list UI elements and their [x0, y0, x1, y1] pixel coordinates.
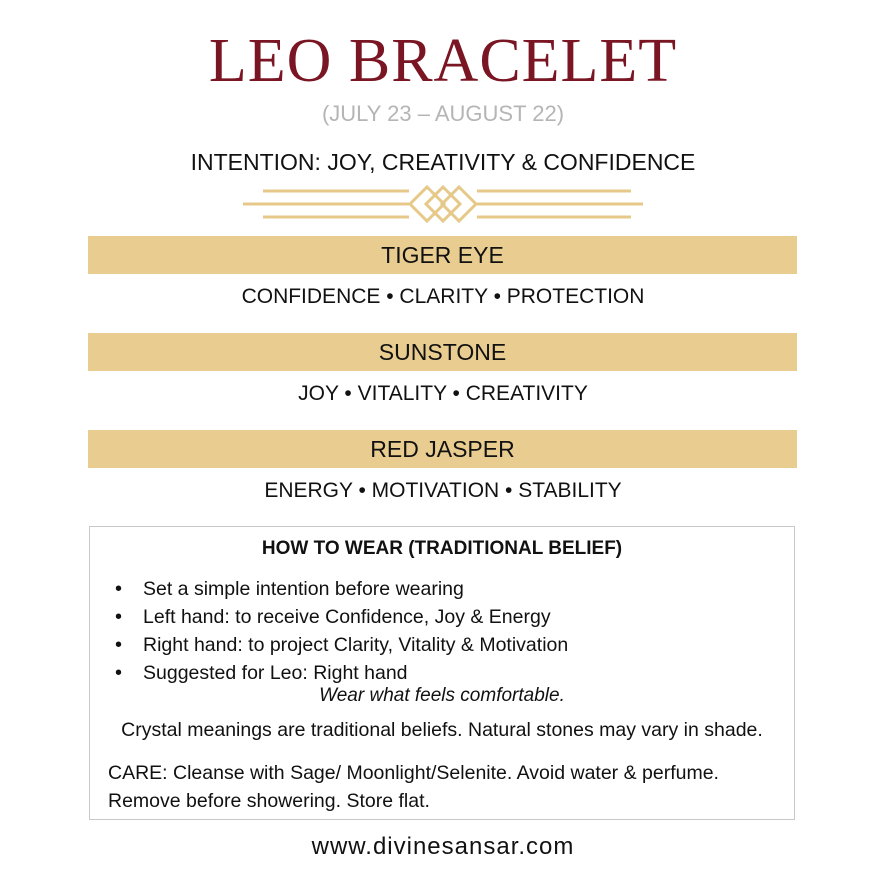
- how-to-wear-box: [89, 526, 795, 820]
- art-deco-divider-icon: [243, 184, 643, 224]
- stone-properties-red-jasper: ENERGY • MOTIVATION • STABILITY: [264, 479, 622, 502]
- list-item: • Right hand: to project Clarity, Vitality & Motivation: [90, 631, 568, 659]
- how-to-wear-title: HOW TO WEAR (TRADITIONAL BELIEF): [261, 538, 623, 559]
- care-instructions-line-2: Remove before showering. Store flat.: [108, 790, 430, 812]
- intention-text: INTENTION: JOY, CREATIVITY & CONFIDENCE: [190, 149, 696, 175]
- stone-properties-sunstone: JOY • VITALITY • CREATIVITY: [298, 382, 588, 405]
- date-range: (JULY 23 – AUGUST 22): [321, 101, 565, 126]
- stone-properties-tiger-eye: CONFIDENCE • CLARITY • PROTECTION: [241, 285, 645, 308]
- website-url: www.divinesansar.com: [311, 833, 575, 860]
- page-title: LEO BRACELET: [208, 27, 678, 95]
- disclaimer-text: Crystal meanings are traditional beliefs. Natural stones may vary in shade.: [121, 719, 763, 741]
- wear-tips-list: [90, 575, 568, 687]
- list-item: • Suggested for Leo: Right hand: [90, 659, 568, 687]
- stone-band-red-jasper: RED JASPER: [88, 430, 797, 468]
- stone-band-sunstone: SUNSTONE: [88, 333, 797, 371]
- care-instructions-line-1: CARE: Cleanse with Sage/ Moonlight/Selenite. Avoid water & perfume.: [108, 762, 719, 784]
- list-item: • Left hand: to receive Confidence, Joy & Energy: [90, 603, 568, 631]
- comfort-note: Wear what feels comfortable.: [319, 685, 565, 706]
- stone-band-tiger-eye: TIGER EYE: [88, 236, 797, 274]
- list-item: • Set a simple intention before wearing: [90, 575, 568, 603]
